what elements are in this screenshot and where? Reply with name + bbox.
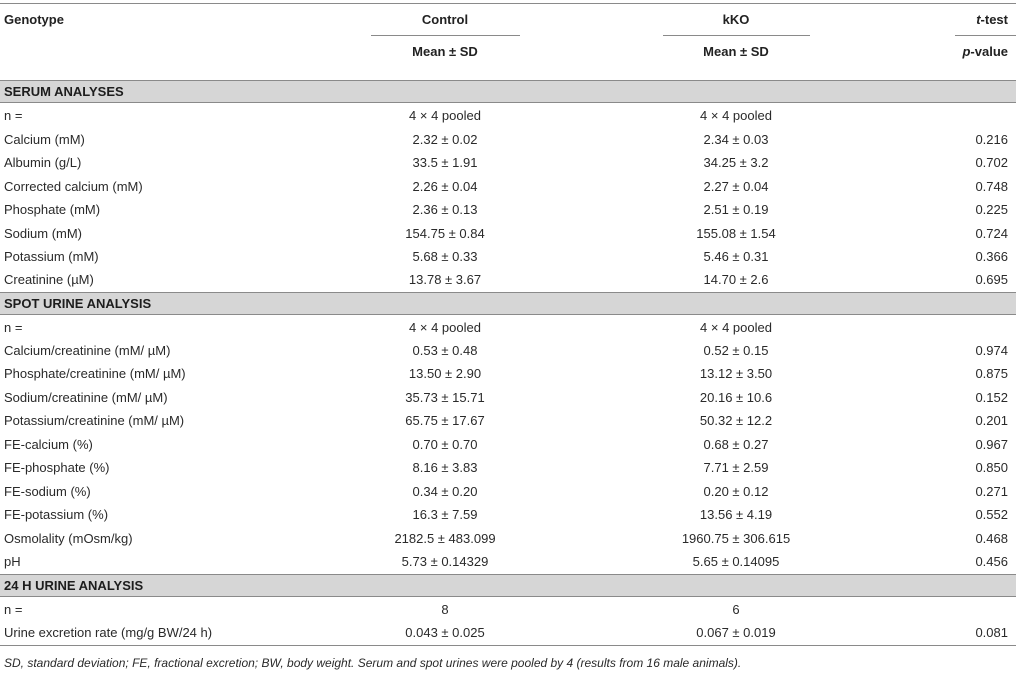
- row-label: Sodium (mM): [4, 226, 83, 241]
- kko-value: 2.34 ± 0.03: [703, 132, 769, 147]
- p-value: 0.748: [975, 179, 1008, 194]
- control-value: 35.73 ± 15.71: [405, 390, 485, 405]
- kko-value: 0.20 ± 0.12: [703, 484, 769, 499]
- control-value: 2.36 ± 0.13: [412, 202, 478, 217]
- kko-value: 2.51 ± 0.19: [703, 202, 769, 217]
- section-serum-analyses: [0, 80, 1016, 103]
- header-genotype: Genotype: [4, 12, 64, 27]
- table-row: [0, 222, 1016, 245]
- table-row: [0, 433, 1016, 456]
- control-value: 16.3 ± 7.59: [412, 507, 478, 522]
- row-label: Albumin (g/L): [4, 155, 82, 170]
- header-ttest: [976, 12, 1008, 28]
- row-label: Phosphate/creatinine (mM/ µM): [4, 366, 186, 381]
- p-value: 0.967: [975, 437, 1008, 452]
- row-label: FE-potassium (%): [4, 507, 109, 522]
- table-row: [0, 550, 1016, 573]
- kko-value: 0.52 ± 0.15: [703, 343, 769, 358]
- table-row: [0, 503, 1016, 526]
- table-row: [0, 362, 1016, 385]
- row-label: FE-calcium (%): [4, 437, 93, 452]
- table-row: [0, 245, 1016, 268]
- control-value: 8.16 ± 3.83: [412, 460, 478, 475]
- row-label: pH: [4, 554, 21, 569]
- kko-value: 7.71 ± 2.59: [703, 460, 769, 475]
- kko-value: 5.46 ± 0.31: [703, 249, 769, 264]
- p-value: 0.850: [975, 460, 1008, 475]
- kko-value: 14.70 ± 2.6: [703, 272, 769, 287]
- table-row: [0, 598, 1016, 621]
- kko-value: 50.32 ± 12.2: [699, 413, 773, 428]
- p-value: 0.081: [975, 625, 1008, 640]
- kko-value: 20.16 ± 10.6: [699, 390, 773, 405]
- header-control: Control: [421, 12, 469, 27]
- kko-value: 155.08 ± 1.54: [696, 226, 776, 241]
- section-title: SERUM ANALYSES: [4, 84, 124, 99]
- kko-value: 13.56 ± 4.19: [699, 507, 773, 522]
- row-label: Urine excretion rate (mg/g BW/24 h): [4, 625, 213, 640]
- table-row: [0, 316, 1016, 339]
- control-value: 4 × 4 pooled: [409, 108, 481, 123]
- kko-value: 0.067 ± 0.019: [696, 625, 776, 640]
- control-value: 13.50 ± 2.90: [408, 366, 482, 381]
- table-row: [0, 621, 1016, 644]
- table-row: [0, 268, 1016, 291]
- kko-value: 34.25 ± 3.2: [703, 155, 769, 170]
- control-value: 0.043 ± 0.025: [405, 625, 485, 640]
- row-label: n =: [4, 320, 23, 335]
- table-row: [0, 480, 1016, 503]
- p-value: 0.201: [975, 413, 1008, 428]
- control-value: 8: [441, 602, 449, 617]
- kko-value: 4 × 4 pooled: [700, 108, 772, 123]
- control-value: 0.70 ± 0.70: [412, 437, 478, 452]
- control-value: 154.75 ± 0.84: [405, 226, 485, 241]
- row-label: Osmolality (mOsm/kg): [4, 531, 133, 546]
- control-value: 0.34 ± 0.20: [412, 484, 478, 499]
- table-row: [0, 128, 1016, 151]
- section-24h-urine-analysis: [0, 574, 1016, 597]
- control-value: 13.78 ± 3.67: [408, 272, 482, 287]
- table-row: [0, 386, 1016, 409]
- row-label: Corrected calcium (mM): [4, 179, 143, 194]
- control-value: 2182.5 ± 483.099: [394, 531, 496, 546]
- header-control-sub: Mean ± SD: [412, 44, 478, 59]
- control-value: 5.73 ± 0.14329: [401, 554, 489, 569]
- row-label: Phosphate (mM): [4, 202, 101, 217]
- section-title: SPOT URINE ANALYSIS: [4, 296, 152, 311]
- row-label: Potassium (mM): [4, 249, 99, 264]
- table-footnote: SD, standard deviation; FE, fractional excretion; BW, body weight. Serum and spot urines were pooled by 4 (results from 16 male animals).: [4, 656, 742, 670]
- control-value: 65.75 ± 17.67: [405, 413, 485, 428]
- header-kko: kKO: [722, 12, 750, 27]
- header-p-italic: p: [962, 44, 971, 59]
- table-row: [0, 104, 1016, 127]
- kko-value: 2.27 ± 0.04: [703, 179, 769, 194]
- ttest-header-underline: [955, 35, 1016, 36]
- p-value: 0.225: [975, 202, 1008, 217]
- p-value: 0.695: [975, 272, 1008, 287]
- p-value: 0.271: [975, 484, 1008, 499]
- table-row: [0, 409, 1016, 432]
- table-row: [0, 527, 1016, 550]
- table-row: [0, 198, 1016, 221]
- p-value: 0.456: [975, 554, 1008, 569]
- header-ttest-italic: t: [976, 12, 981, 27]
- control-value: 2.26 ± 0.04: [412, 179, 478, 194]
- table-row: [0, 151, 1016, 174]
- row-label: Creatinine (µM): [4, 272, 94, 287]
- p-value: 0.724: [975, 226, 1008, 241]
- kko-value: 0.68 ± 0.27: [703, 437, 769, 452]
- p-value: 0.216: [975, 132, 1008, 147]
- header-p-value: [962, 44, 1008, 60]
- row-label: n =: [4, 108, 23, 123]
- row-label: Calcium (mM): [4, 132, 85, 147]
- section-title: 24 H URINE ANALYSIS: [4, 578, 144, 593]
- kko-value: 6: [732, 602, 740, 617]
- kko-value: 1960.75 ± 306.615: [681, 531, 791, 546]
- control-value: 4 × 4 pooled: [409, 320, 481, 335]
- kko-value: 4 × 4 pooled: [700, 320, 772, 335]
- row-label: Sodium/creatinine (mM/ µM): [4, 390, 168, 405]
- row-label: FE-sodium (%): [4, 484, 91, 499]
- p-value: 0.366: [975, 249, 1008, 264]
- row-label: Potassium/creatinine (mM/ µM): [4, 413, 185, 428]
- kko-value: 13.12 ± 3.50: [699, 366, 773, 381]
- p-value: 0.974: [975, 343, 1008, 358]
- bottom-rule: [0, 645, 1016, 646]
- p-value: 0.702: [975, 155, 1008, 170]
- control-value: 2.32 ± 0.02: [412, 132, 478, 147]
- table-row: [0, 339, 1016, 362]
- table-row: [0, 456, 1016, 479]
- table-row: [0, 175, 1016, 198]
- row-label: Calcium/creatinine (mM/ µM): [4, 343, 171, 358]
- p-value: 0.552: [975, 507, 1008, 522]
- control-header-underline: [371, 35, 520, 36]
- control-value: 5.68 ± 0.33: [412, 249, 478, 264]
- top-rule: [0, 3, 1016, 4]
- header-kko-sub: Mean ± SD: [703, 44, 769, 59]
- header-ttest-rest: -test: [980, 12, 1008, 27]
- control-value: 33.5 ± 1.91: [412, 155, 478, 170]
- row-label: n =: [4, 602, 23, 617]
- p-value: 0.468: [975, 531, 1008, 546]
- kko-value: 5.65 ± 0.14095: [692, 554, 780, 569]
- row-label: FE-phosphate (%): [4, 460, 110, 475]
- header-p-rest: -value: [970, 44, 1008, 59]
- control-value: 0.53 ± 0.48: [412, 343, 478, 358]
- p-value: 0.875: [975, 366, 1008, 381]
- section-spot-urine-analysis: [0, 292, 1016, 315]
- p-value: 0.152: [975, 390, 1008, 405]
- kko-header-underline: [663, 35, 810, 36]
